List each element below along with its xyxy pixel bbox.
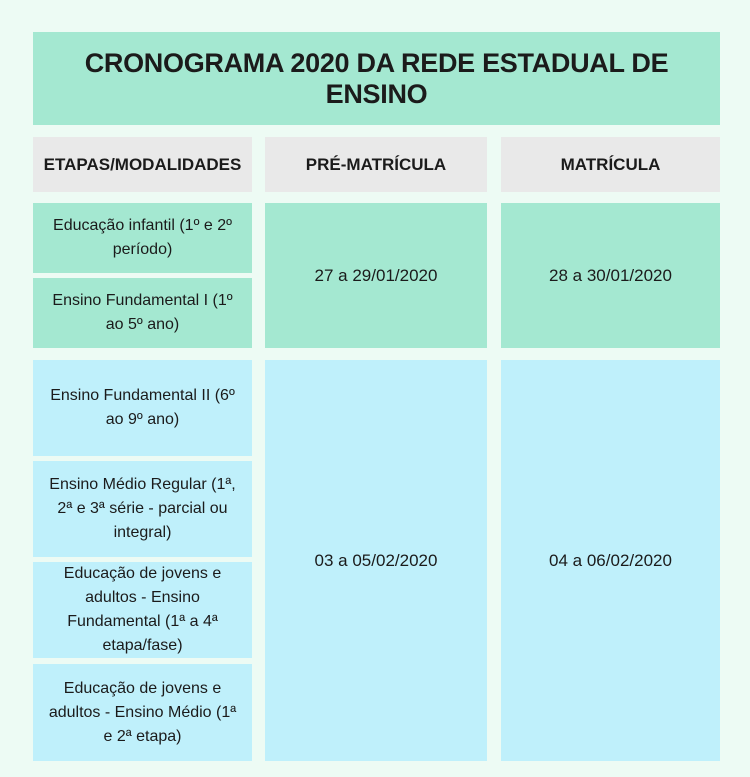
stage-cell: Ensino Fundamental II (6º ao 9º ano) — [33, 360, 252, 456]
matricula-date: 04 a 06/02/2020 — [501, 360, 720, 761]
matricula-date: 28 a 30/01/2020 — [501, 203, 720, 348]
stage-cell: Educação de jovens e adultos - Ensino Fundamental (1ª a 4ª etapa/fase) — [33, 562, 252, 658]
page-title: CRONOGRAMA 2020 DA REDE ESTADUAL DE ENSINO — [33, 32, 720, 125]
pre-matricula-date: 27 a 29/01/2020 — [265, 203, 487, 348]
stage-cell: Ensino Fundamental I (1º ao 5º ano) — [33, 278, 252, 348]
header-matricula: MATRÍCULA — [501, 137, 720, 192]
header-pre-matricula: PRÉ-MATRÍCULA — [265, 137, 487, 192]
stage-cell: Educação de jovens e adultos - Ensino Médio (1ª e 2ª etapa) — [33, 664, 252, 761]
stage-cell: Ensino Médio Regular (1ª, 2ª e 3ª série - parcial ou integral) — [33, 461, 252, 557]
header-stages: ETAPAS/MODALIDADES — [33, 137, 252, 192]
stage-cell: Educação infantil (1º e 2º período) — [33, 203, 252, 273]
pre-matricula-date: 03 a 05/02/2020 — [265, 360, 487, 761]
